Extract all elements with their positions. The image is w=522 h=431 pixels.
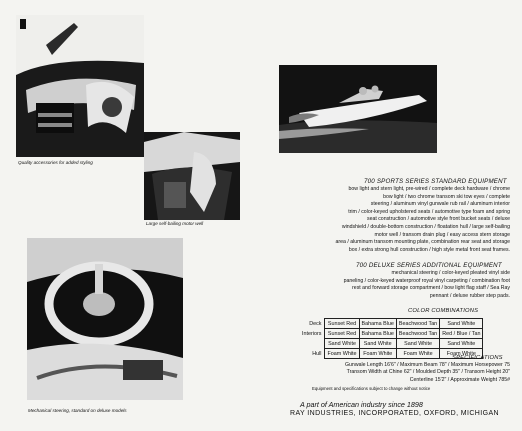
color-cell: Beachwood Tan (396, 329, 439, 339)
steering-caption: Mechanical steering, standard on deluxe models (28, 408, 127, 413)
color-cell: Bahama Blue (359, 319, 396, 329)
specifications-note: Equipment and specifications subject to change without notice (312, 386, 431, 391)
color-cell: Foam White (359, 349, 396, 359)
steering-photo (27, 238, 183, 400)
motor-well-photo (144, 132, 240, 220)
color-combinations-title: COLOR COMBINATIONS (408, 308, 479, 314)
color-cell: Sand White (396, 339, 439, 349)
boat-running-photo (279, 65, 437, 153)
specifications-text: Gunwale Length 16'6" / Maximum Beam 78" / Maximum Horsepower 75 Transom Width at Chine 62" / Moulded Depth 35" / Transom Height 20" Centerline 15'2" / Approximate Weight 785# (345, 362, 510, 383)
color-cell: Sand White (440, 319, 483, 329)
row-label: Interiors (302, 330, 322, 337)
color-cell: Foam White (325, 349, 359, 359)
row-label (300, 339, 325, 349)
color-combinations-table (300, 318, 483, 359)
color-cell: Red / Blue / Tan (440, 329, 483, 339)
deluxe-equipment-text: mechanical steering / color-keyed pleated vinyl side paneling / color-keyed waterproof royal vinyl carpeting / combination foot rest and forward storage compartment / bow light flag staff / Sea Ray pennant / deluxe rubber step pads. (343, 270, 510, 299)
color-cell: Sand White (325, 339, 359, 349)
color-cell: Sunset Red (325, 329, 359, 339)
accessories-caption: Quality accessories for added styling (18, 160, 93, 165)
table-row (300, 329, 483, 339)
standard-equipment-text: bow light and stern light, pre-wired / complete deck hardware / chrome bow light / two chrome transom ski tow eyes / complete steering / aluminum vinyl gunwale rub rail / aluminum interior trim / color-keyed upholstered seats / automotive type foam and spring seat construction / automotive style front bucket seats / deluxe windshield / double-bottom construction / floatation hull / large self-bailing motor well / transom drain plug / easy access stern storage area / aluminum transom mounting plate, combination rear seat and storage box / extra strong hull construction / high style metal front seat frames. (335, 186, 510, 253)
color-cell: Sand White (440, 339, 483, 349)
color-cell: Beachwood Tan (396, 319, 439, 329)
motor-well-caption: Large self-bailing motor well (146, 221, 204, 226)
table-row (300, 319, 483, 329)
row-label: Deck (309, 320, 322, 327)
color-cell: Foam White (440, 349, 483, 359)
accessories-photo (16, 15, 144, 157)
color-cell: Sand White (359, 339, 396, 349)
row-label: Hull (312, 350, 322, 357)
standard-equipment-title: 700 SPORTS SERIES STANDARD EQUIPMENT (364, 178, 507, 185)
color-cell: Sunset Red (325, 319, 359, 329)
deluxe-equipment-title: 700 DELUXE SERIES ADDITIONAL EQUIPMENT (356, 262, 502, 269)
company-name: RAY INDUSTRIES, INCORPORATED, OXFORD, MICHIGAN (290, 410, 499, 417)
table-row (300, 339, 483, 349)
color-cell: Bahama Blue (359, 329, 396, 339)
specifications-title: SPECIFICATIONS (452, 355, 503, 361)
tagline: A part of American industry since 1898 (300, 400, 423, 409)
color-cell: Foam White (396, 349, 439, 359)
